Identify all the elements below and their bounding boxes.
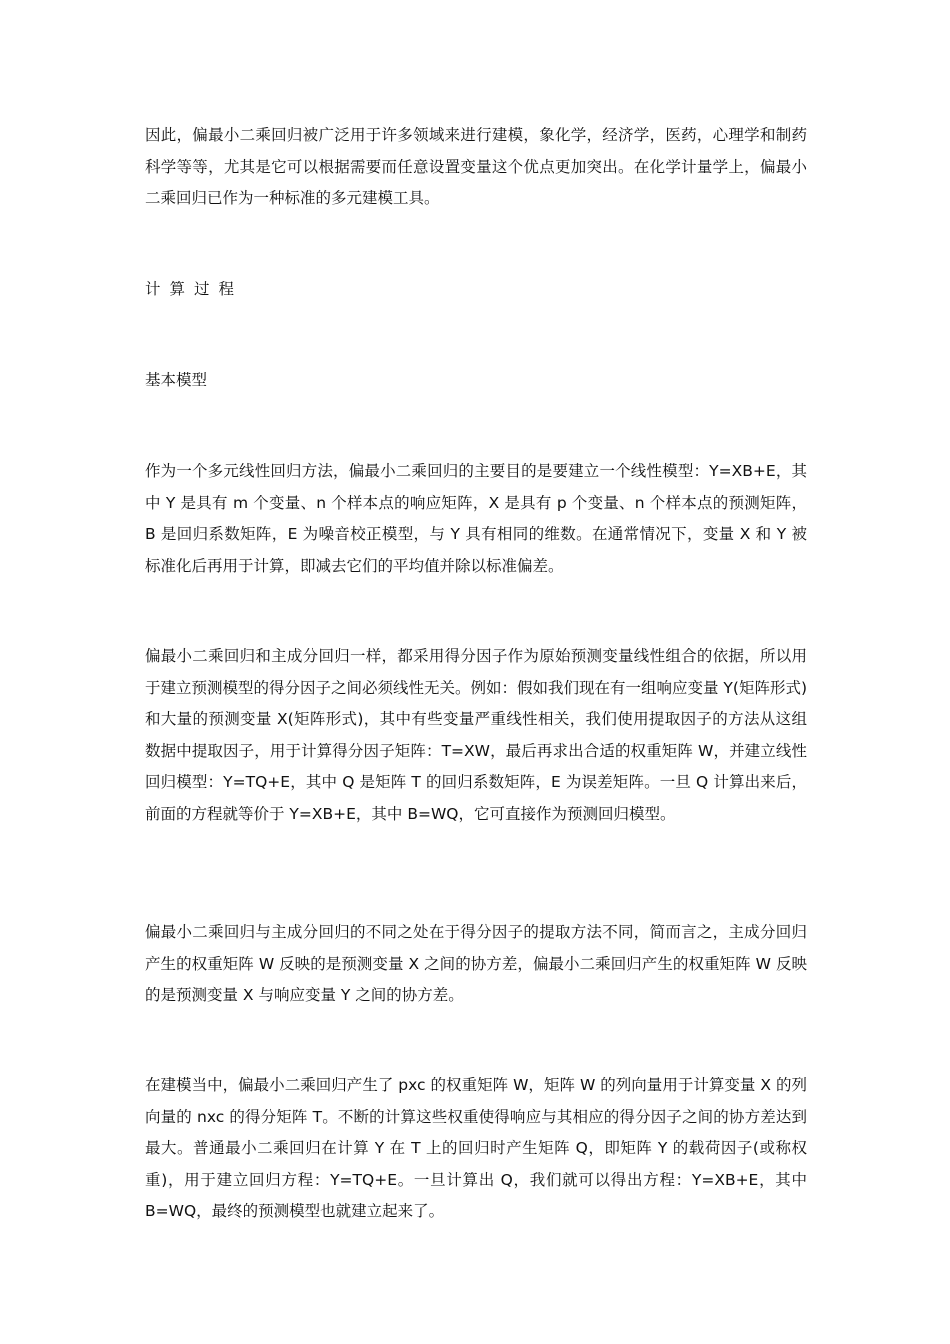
subsection-heading-basic-model: 基本模型 [145,371,208,389]
difference-paragraph: 偏最小二乘回归与主成分回归的不同之处在于得分因子的提取方法不同，简而言之，主成分回归产生的权重矩阵 W 反映的是预测变量 X 之间的协方差，偏最小二乘回归产生的权重矩阵 W 反映的是预测变量 X 与响应变量 Y 之间的协方差。 [145,923,807,1004]
section-heading-process: 计算过程 [145,280,244,298]
model-paragraph: 作为一个多元线性回归方法，偏最小二乘回归的主要目的是要建立一个线性模型：Y=XB+E，其中 Y 是具有 m 个变量、n 个样本点的响应矩阵，X 是具有 p 个变量、n 个样本点的预测矩阵，B 是回归系数矩阵，E 为噪音校正模型，与 Y 具有相同的维数。在通常情况下，变量 X 和 Y 被标准化后再用于计算，即减去它们的平均值并除以标准偏差。 [145,462,807,575]
model-building-paragraph: 在建模当中，偏最小二乘回归产生了 pxc 的权重矩阵 W，矩阵 W 的列向量用于计算变量 X 的列向量的 nxc 的得分矩阵 T。不断的计算这些权重使得响应与其相应的得分因子之间的协方差达到最大。普通最小二乘回归在计算 Y 在 T 上的回归时产生矩阵 Q，即矩阵 Y 的载荷因子(或称权重)，用于建立回归方程：Y=TQ+E。一旦计算出 Q，我们就可以得出方程：Y=XB+E，其中 B=WQ，最终的预测模型也就建立起来了。 [145,1076,807,1220]
factors-paragraph: 偏最小二乘回归和主成分回归一样，都采用得分因子作为原始预测变量线性组合的依据，所以用于建立预测模型的得分因子之间必须线性无关。例如：假如我们现在有一组响应变量 Y(矩阵形式)和大量的预测变量 X(矩阵形式)，其中有些变量严重线性相关，我们使用提取因子的方法从这组数据中提取因子，用于计算得分因子矩阵：T=XW，最后再求出合适的权重矩阵 W，并建立线性回归模型：Y=TQ+E，其中 Q 是矩阵 T 的回归系数矩阵，E 为误差矩阵。一旦 Q 计算出来后，前面的方程就等价于 Y=XB+E，其中 B=WQ，它可直接作为预测回归模型。 [145,647,807,823]
intro-paragraph: 因此，偏最小二乘回归被广泛用于许多领域来进行建模，象化学，经济学，医药，心理学和制药科学等等，尤其是它可以根据需要而任意设置变量这个优点更加突出。在化学计量学上，偏最小二乘回归已作为一种标准的多元建模工具。 [145,126,807,207]
